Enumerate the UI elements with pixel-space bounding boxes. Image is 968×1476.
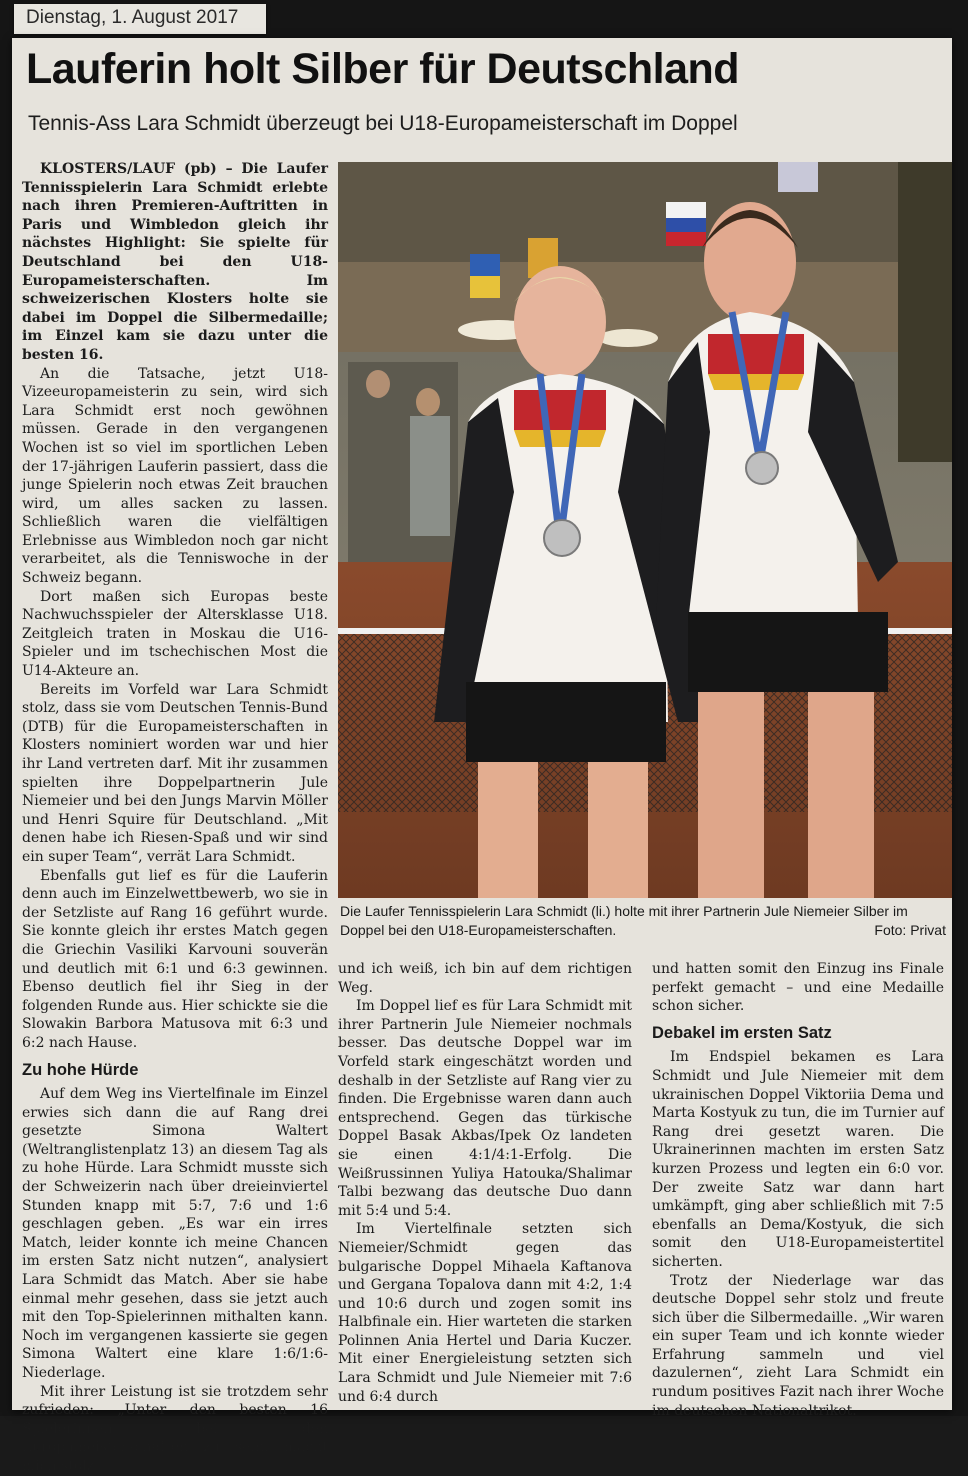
- paragraph: An die Tatsache, jetzt U18-Vizeeuropameisterin zu sein, wird sich Lara Schmidt erst noch gewöhnen müssen. Gerade in den vergangenen Wochen ist so viel im sportlichen Leben der 17-jährigen Lauferin passiert, dass die junge Spielerin noch etwas Zeit brauchen wird, um alles sacken zu lassen. Schließlich waren die vielfältigen Erlebnisse aus Wimbledon noch gar nicht verarbeitet, als die Tenniswoche in der Schweiz begann.: [22, 365, 328, 587]
- paragraph: Dort maßen sich Europas beste Nachwuchsspieler der Altersklasse U18. Zeitgleich traten in Moskau die U16-Spieler und im tschechischen Most die U14-Akteure an.: [22, 588, 328, 680]
- paragraph: Ebenfalls gut lief es für die Lauferin denn auch im Einzelwettbewerb, wo sie in der Setzliste auf Rang 16 geführt wurde. Sie konnte gleich ihr erstes Match gegen die Griechin Vasiliki Karvouni souverän und deutlich mit 6:1 und 6:3 gewinnen. Ebenso deutlich fiel ihr Sieg in der folgenden Runde aus. Hier schickte sie die Slowakin Barbora Matusova mit 6:3 und 6:2 nach Hause.: [22, 867, 328, 1051]
- article-photo: [338, 162, 952, 898]
- photo-caption: [340, 902, 946, 940]
- paragraph: Im Endspiel bekamen es Lara Schmidt und Jule Niemeier mit dem ukrainischen Doppel Viktoriia Dema und Marta Kostyuk zu tun, die im Turnier auf Rang drei gesetzt waren. Die Ukrainerinnen machten im ersten Satz kurzen Prozess und legten ein 6:0 vor. Der zweite Satz war dann hart umkämpft, ging aber schließlich mit 7:5 ebenfalls an Dema/Kostyuk, die sich somit den U18-Europameistertitel sicherten.: [652, 1049, 944, 1270]
- subheading-debakel: Debakel im ersten Satz: [652, 1023, 832, 1042]
- lead-paragraph: KLOSTERS/LAUF (pb) – Die Laufer Tennisspielerin Lara Schmidt erlebte nach ihren Premieren-Auftritten in Paris und Wimbledon gleich ihr nächstes Highlight: Sie spielte für Deutschland bei den U18-Europameisterschaften. Im schweizerischen Klosters holte sie dabei im Doppel die Silbermedaille; im Einzel kam sie dazu unter die besten 16.: [22, 161, 328, 363]
- subheading-zu-hohe-huerde: Zu hohe Hürde: [22, 1060, 139, 1079]
- column-3: [652, 960, 944, 1420]
- date-clipping: [14, 4, 266, 34]
- column-2: [338, 960, 632, 1406]
- column-1: [22, 160, 328, 1476]
- paragraph: Auf dem Weg ins Viertelfinale im Einzel erwies sich dann die auf Rang drei gesetzte Simona Waltert (Weltranglistenplatz 13) an diesem Tag als zu hohe Hürde. Lara Schmidt musste sich der Schweizerin nach über dreieinviertel Stunden knapp mit 5:7, 7:6 und 1:6 geschlagen geben. „Es war ein irres Match, leider konnte ich meine Chancen im ersten Satz nicht nutzen“, analysiert Lara Schmidt das Match. Aber sie habe einmal mehr gesehen, dass sie jetzt auch mit den Top-Spielerinnen mithalten kann. Noch im vergangenen kassierte sie gegen Simona Waltert eine klare 1:6/1:6-Niederlage.: [22, 1086, 328, 1381]
- paragraph: Trotz der Niederlage war das deutsche Doppel sehr stolz und freute sich über die Silbermedaille. „Wir waren ein super Team und ich konnte wieder Erfahrung sammeln und viel dazulernen“, zieht Lara Schmidt ein rundum positives Fazit nach ihrer Woche im deutschen Nationaltrikot.: [652, 1272, 944, 1419]
- photo-credit: Foto: Privat: [874, 922, 946, 938]
- photo-two-players-with-medals: [338, 162, 952, 898]
- paragraph: und hatten somit den Einzug ins Finale perfekt gemacht – und eine Medaille schon sicher.: [652, 961, 944, 1015]
- date-text: Dienstag, 1. August 2017: [26, 7, 239, 28]
- paragraph: Bereits im Vorfeld war Lara Schmidt stolz, dass sie vom Deutschen Tennis-Bund (DTB) für die Europameisterschaften in Klosters nominiert worden war und hier ihr Land vertreten darf. Mit ihr zusammen spielten ihre Doppelpartnerin Jule Niemeier und bei den Jungs Marvin Möller und Henri Squire für Deutschland. „Mit denen habe ich Riesen-Spaß und wir sind ein super Team“, verrät Lara Schmidt.: [22, 681, 328, 865]
- paragraph: Im Doppel lief es für Lara Schmidt mit ihrer Partnerin Jule Niemeier nochmals besser. Das deutsche Doppel war im Vorfeld stark eingeschätzt worden und deshalb in der Setzliste auf Rang vier zu finden. Die Ergebnisse waren dann auch entsprechend. Gegen das türkische Doppel Basak Akbas/Ipek Oz landeten sie einen 4:1/4:1-Erfolg. Die Weißrussinnen Yuliya Hatouka/Shalimar Talbi bezwang das deutsche Duo dann mit 5:4 und 5:4.: [338, 998, 632, 1219]
- subheadline: Tennis-Ass Lara Schmidt überzeugt bei U18-Europameisterschaft im Doppel: [28, 112, 738, 135]
- paragraph: Mit ihrer Leistung ist sie trotzdem sehr zufrieden: „Unter den besten 16 Spielerinnen bei den Europameisterschaften zu sein, macht mich stolz –: [22, 1383, 328, 1474]
- paragraph: Im Viertelfinale setzten sich Niemeier/Schmidt gegen das bulgarische Doppel Mihaela Kaftanova und Gergana Topalova dann mit 4:2, 1:4 und 10:6 durch und zogen somit ins Halbfinale ein. Hier warteten die starken Polinnen Ania Hertel und Daria Kuczer. Mit einer Energieleistung setzten sich Lara Schmidt und Jule Niemeier mit 7:6 und 6:4 durch: [338, 1221, 632, 1405]
- caption-text: Die Laufer Tennisspielerin Lara Schmidt (li.) holte mit ihrer Partnerin Jule Niemeier Silber im Doppel bei den U18-Europameisterschaften.: [340, 903, 908, 938]
- newspaper-clipping: [12, 38, 952, 1474]
- paragraph: und ich weiß, ich bin auf dem richtigen Weg.: [338, 961, 632, 996]
- headline: Lauferin holt Silber für Deutschland: [26, 45, 740, 93]
